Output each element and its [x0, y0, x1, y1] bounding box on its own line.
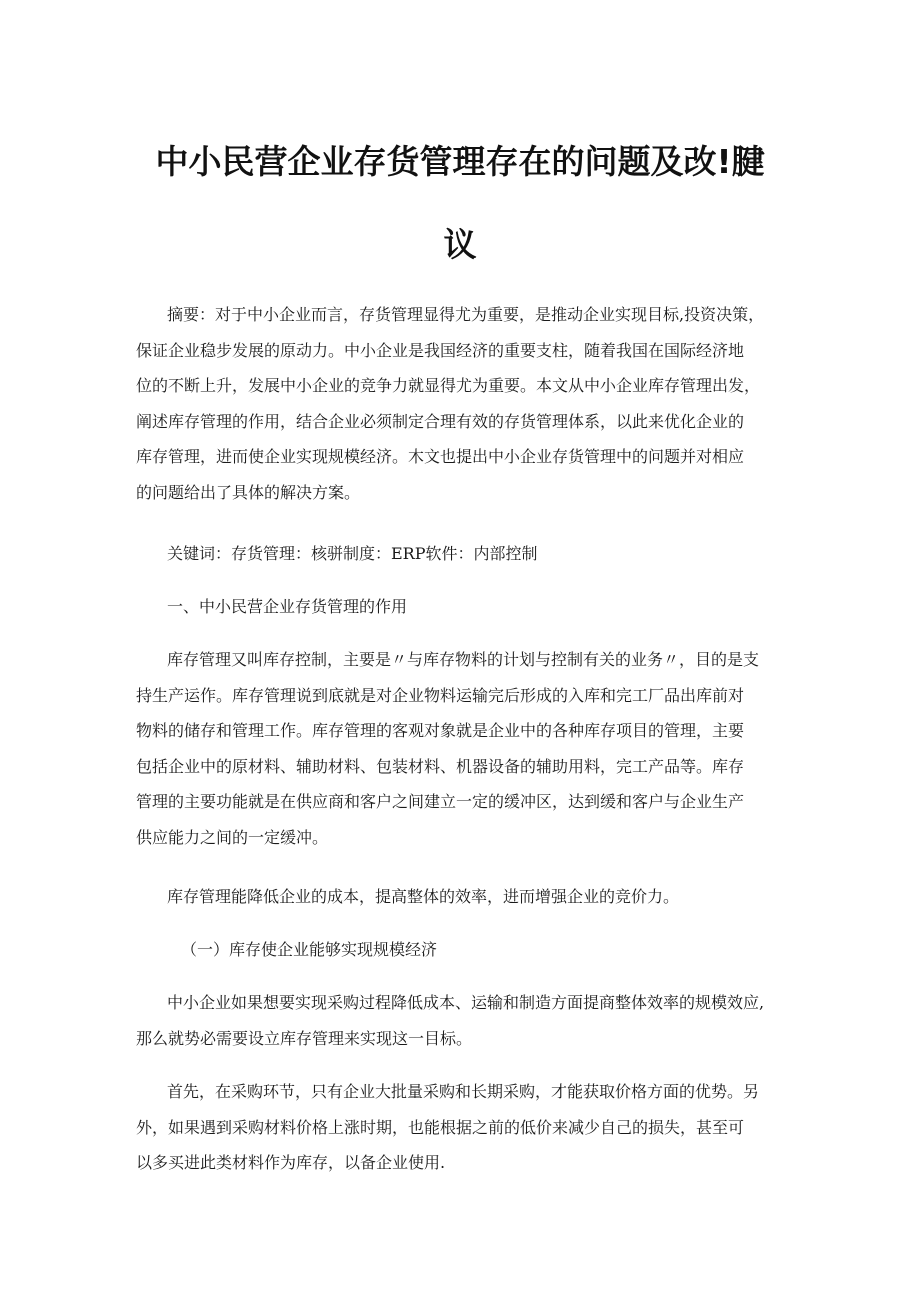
first-paragraph [136, 1074, 796, 1181]
first-line: 以多买进此类材料作为库存，以备企业使用. [136, 1153, 446, 1173]
cost-line: 库存管理能降低企业的成本，提高整体的效率，进而增强企业的竞价力。 [167, 887, 680, 906]
cost-paragraph [136, 879, 796, 915]
first-line: 外，如果遇到采购材料价格上涨时期，也能根据之前的低价来减少自己的损失，甚至可 [136, 1117, 745, 1137]
definition-line: 管理的主要功能就是在供应商和客户之间建立一定的缓冲区，达到缓和客户与企业生产 [136, 792, 745, 812]
definition-line: 持生产运作。库存管理说到底就是对企业物料运输完后形成的入库和完工厂品出库前对 [136, 685, 745, 705]
abstract-line: 摘要：对于中小企业而言，存货管理显得尤为重要，是推动企业实现目标,投资决策， [167, 305, 765, 324]
title-line-2: 议 [443, 225, 477, 264]
abstract-line: 库存管理，进而使企业实现规模经济。木文也提出中小企业存货管理中的问题并对相应 [136, 447, 745, 467]
definition-paragraph [136, 642, 796, 856]
scale-line: 中小企业如果想要实现采购过程降低成本、运输和制造方面提商整体效率的规模效应, [167, 993, 765, 1012]
definition-line: 供应能力之间的一定缓冲。 [136, 827, 329, 847]
definition-line: 物料的储存和管理工作。库存管理的客观对象就是企业中的各种库存项目的管理，主要 [136, 721, 745, 741]
abstract-line: 保证企业稳步发展的原动力。中小企业是我国经济的重要支柱，随着我国在国际经济地 [136, 340, 745, 360]
abstract-line: 位的不断上升，发展中小企业的竞争力就显得尤为重要。本文从中小企业库存管理出发， [136, 376, 761, 396]
keywords-paragraph [136, 536, 796, 572]
section-heading-text: 一、中小民营企业存货管理的作用 [167, 597, 408, 616]
title-line-1: 中小民营企业存货管理存在的问题及改!腱 [155, 142, 765, 181]
subsection-heading-1 [136, 932, 796, 968]
section-heading-1 [136, 589, 796, 625]
keywords-line: 关键词：存货管理：核骈制度：ERP软件：内部控制 [167, 544, 538, 563]
scale-line: 那么就势必需要设立库存管理来实现这一目标。 [136, 1028, 473, 1048]
abstract-line: 的问题给出了具体的解决方案。 [136, 482, 361, 502]
definition-line: 库存管理又叫库存控制，主要是〃与库存物料的计划与控制有关的业务〃，目的是支 [167, 650, 760, 669]
abstract-line: 阐述库存管理的作用，结合企业必须制定合理有效的存货管理体系，以此来优化企业的 [136, 411, 745, 431]
first-line: 首先，在采购环节，只有企业大批量采购和长期采购，才能获取价格方面的优势。另 [167, 1082, 760, 1101]
scale-paragraph [136, 985, 796, 1056]
definition-line: 包括企业中的原材料、辅助材料、包装材料、机器设备的辅助用料，完工产品等。库存 [136, 756, 745, 776]
subsection-heading-text: （一）库存使企业能够实现规模经济 [181, 940, 438, 959]
abstract-paragraph [136, 297, 796, 511]
